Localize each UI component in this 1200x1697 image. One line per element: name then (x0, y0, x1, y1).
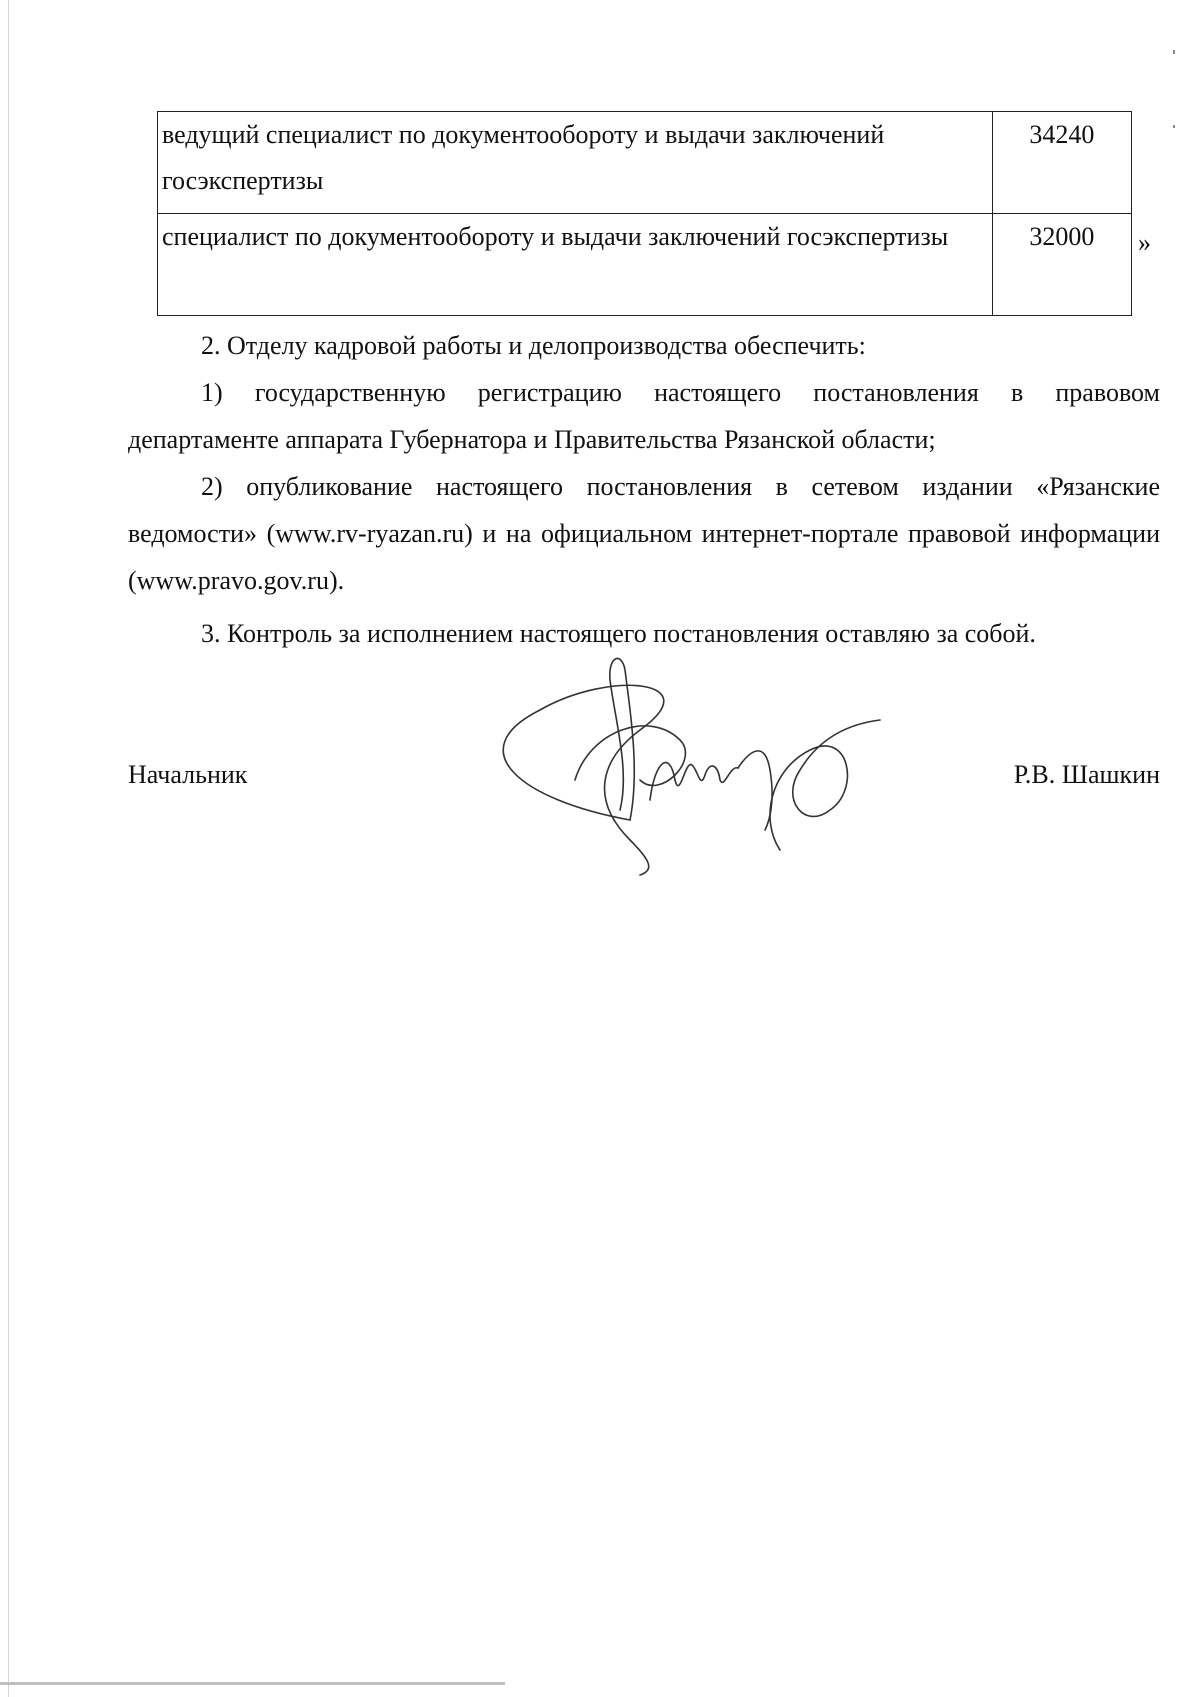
closing-quote: » (1138, 228, 1151, 257)
scan-speck (1173, 125, 1175, 128)
signatory-position: Начальник (128, 760, 248, 789)
scan-speck (1173, 50, 1175, 54)
paragraph-item-2: 2) опубликование настоящего постановления в сетевом издании «Рязанские ведомости» (www.rv-ryazan.ru) и на официальном интернет-портале правовой информации (www.pravo.gov.ru). (128, 472, 1160, 595)
table-row (158, 112, 1132, 214)
scan-edge-left (8, 0, 9, 1697)
salary-table (157, 111, 1132, 316)
salary-cell: 34240 (992, 112, 1131, 214)
handwritten-signature (480, 650, 920, 880)
salary-cell: 32000 (992, 214, 1131, 316)
signatory-name: Р.В. Шашкин (1013, 760, 1160, 789)
paragraph-item-1: 1) государственную регистрацию настоящего постановления в правовом департаменте аппарата Губернатора и Правительства Рязанской области; (128, 378, 1160, 454)
scan-edge-bottom (0, 1682, 505, 1685)
position-cell: специалист по документообороту и выдачи заключений госэкспертизы (158, 214, 993, 316)
paragraph-instruction: 2. Отделу кадровой работы и делопроизводства обеспечить: (201, 331, 866, 360)
table-row (158, 214, 1132, 316)
paragraph-control: 3. Контроль за исполнением настоящего постановления оставляю за собой. (201, 619, 1036, 648)
position-cell: ведущий специалист по документообороту и выдачи заключений госэкспертизы (158, 112, 993, 214)
